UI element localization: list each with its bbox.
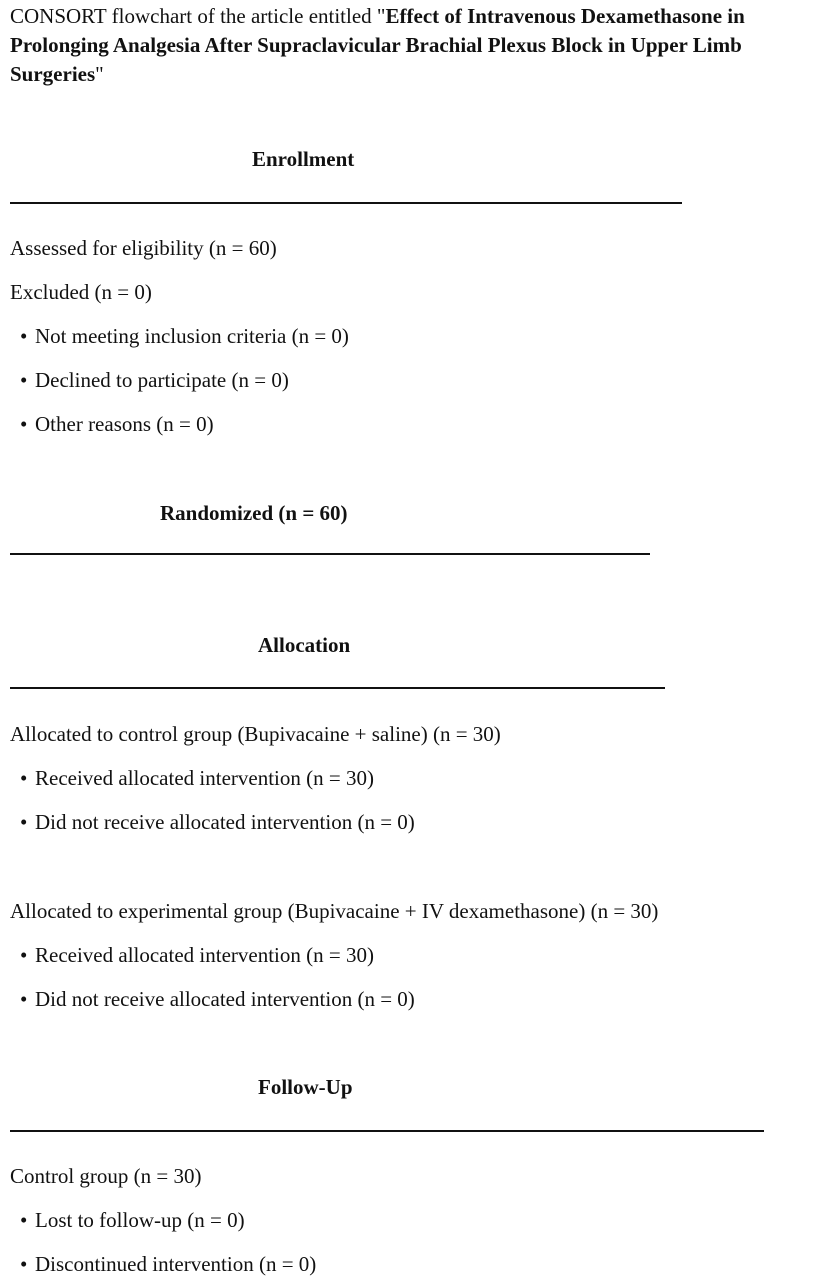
list-item	[20, 367, 289, 393]
list-item	[20, 1207, 245, 1233]
bullet-icon: •	[20, 1208, 28, 1232]
list-item-text: Other reasons (n = 0)	[35, 412, 214, 436]
caption-suffix: "	[95, 62, 104, 86]
list-item	[20, 1251, 316, 1277]
followup-divider	[10, 1130, 764, 1132]
bullet-icon: •	[20, 324, 28, 348]
list-item	[20, 765, 374, 791]
list-item-text: Declined to participate (n = 0)	[35, 368, 289, 392]
bullet-icon: •	[20, 810, 28, 834]
bullet-icon: •	[20, 987, 28, 1011]
list-item-text: Received allocated intervention (n = 30)	[35, 943, 374, 967]
bullet-icon: •	[20, 766, 28, 790]
control-allocation-text: Allocated to control group (Bupivacaine + saline) (n = 30)	[10, 722, 501, 746]
list-item	[20, 986, 415, 1012]
list-item-text: Lost to follow-up (n = 0)	[35, 1208, 245, 1232]
bullet-icon: •	[20, 412, 28, 436]
followup-heading: Follow-Up	[258, 1075, 353, 1099]
figure-caption	[10, 2, 822, 89]
allocation-divider	[10, 687, 665, 689]
list-item	[20, 411, 214, 437]
enrollment-divider	[10, 202, 682, 204]
list-item	[20, 809, 415, 835]
randomized-heading: Randomized (n = 60)	[160, 501, 348, 525]
list-item-text: Did not receive allocated intervention (n = 0)	[35, 810, 415, 834]
bullet-icon: •	[20, 943, 28, 967]
article-title: Effect of Intravenous Dexamethasone in Prolonging Analgesia After Supraclavicular Brachial Plexus Block in Upper Limb Surgeries	[10, 4, 745, 86]
list-item-text: Received allocated intervention (n = 30)	[35, 766, 374, 790]
list-item	[20, 323, 349, 349]
list-item-text: Not meeting inclusion criteria (n = 0)	[35, 324, 349, 348]
experimental-allocation-text: Allocated to experimental group (Bupivacaine + IV dexamethasone) (n = 30)	[10, 899, 659, 923]
list-item-text: Did not receive allocated intervention (n = 0)	[35, 987, 415, 1011]
assessed-eligibility-text: Assessed for eligibility (n = 60)	[10, 236, 277, 260]
list-item-text: Discontinued intervention (n = 0)	[35, 1252, 317, 1276]
bullet-icon: •	[20, 368, 28, 392]
allocation-heading: Allocation	[258, 633, 351, 657]
control-followup-text: Control group (n = 30)	[10, 1164, 202, 1188]
enrollment-heading: Enrollment	[252, 147, 355, 171]
bullet-icon: •	[20, 1252, 28, 1276]
randomized-divider	[10, 553, 650, 555]
list-item	[20, 942, 374, 968]
caption-prefix: CONSORT flowchart of the article entitled "	[10, 4, 386, 28]
excluded-text: Excluded (n = 0)	[10, 280, 152, 304]
